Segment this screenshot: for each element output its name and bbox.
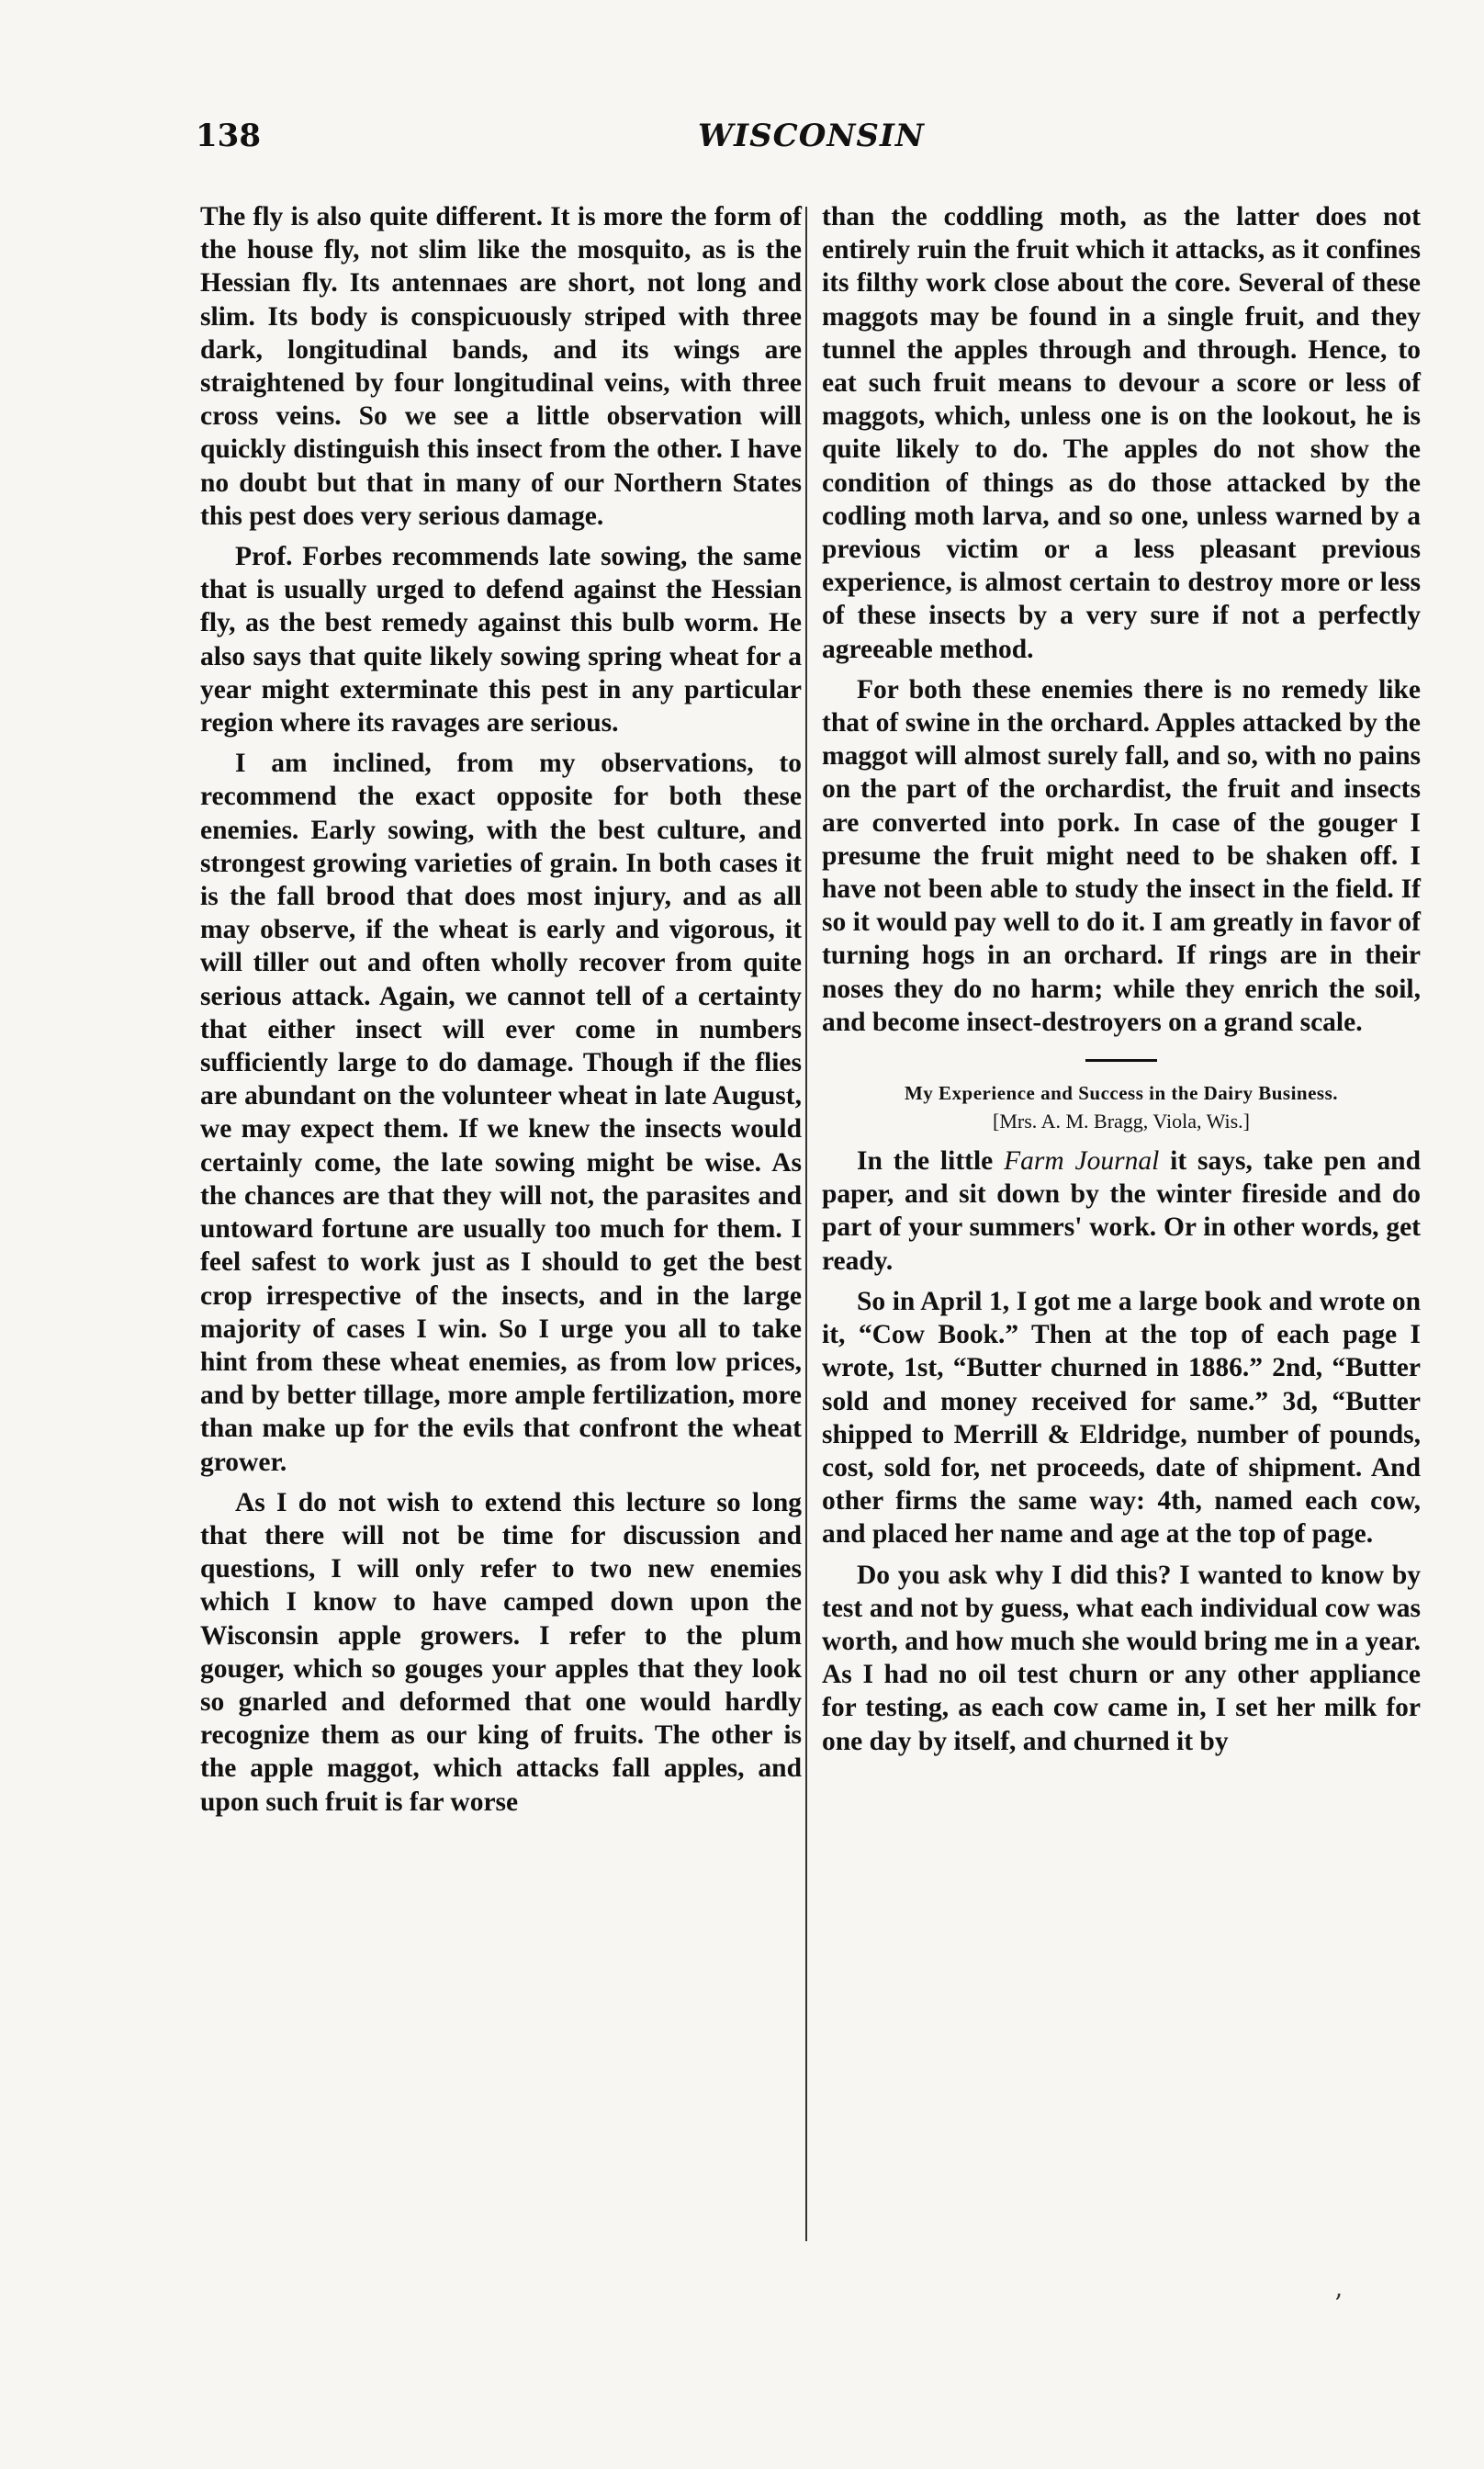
article-title: My Experience and Success in the Dairy Business.: [904, 1082, 1338, 1105]
paragraph-text: In the little: [857, 1146, 1005, 1177]
paragraph: The fly is also quite different. It is more the form of the house fly, not slim like the mosquito, as is the Hessian fly. Its antennaes are short, not long and slim. Its body is conspicuously striped with three dark, longitudinal bands, and its wings are straightened by four longitudinal veins, with three cross veins. So we see a little observation will quickly distinguish this insect from the other. I have no doubt but that in many of our Northern States this pest does very serious damage.: [200, 202, 802, 531]
left-column: [200, 200, 802, 1819]
paragraph: Prof. Forbes recommends late sowing, the same that is usually urged to defend against the Hessian fly, as the best remedy against this bulb worm. He also says that quite likely sowing spring wheat for a year might exterminate this pest in any particular region where its ravages are serious.: [200, 542, 802, 738]
section-rule: [1085, 1059, 1157, 1062]
publication-title: Farm Journal: [1004, 1146, 1160, 1177]
article-byline: [Mrs. A. M. Bragg, Viola, Wis.]: [993, 1110, 1250, 1133]
paragraph: So in April 1, I got me a large book and wrote on it, “Cow Book.” Then at the top of each page I wrote, 1st, “Butter churned in 1886.” 2nd, “Butter sold and money received for same.” 3d, “Butter shipped to Merrill & Eldridge, number of pounds, cost, sold for, net proceeds, date of shipment. And other firms the same way: 4th, named each cow, and placed her name and age at the top of page.: [822, 1286, 1421, 1550]
running-head: WISCONSIN: [698, 118, 925, 154]
paragraph: For both these enemies there is no remedy like that of swine in the orchard. Apples attacked by the maggot will almost surely fall, and so, with no pains on the part of the orchardist, the fruit and insects are converted into pork. In case of the gouger I presume the fruit might need to be shaken off. I have not been able to study the insect in the field. If so it would pay well to do it. I am greatly in favor of turning hogs in an orchard. If rings are in their noses they do no harm; while they enrich the soil, and become insect-destroyers on a grand scale.: [822, 674, 1421, 1037]
paragraph: than the coddling moth, as the latter does not entirely ruin the fruit which it attacks, as it confines its filthy work close about the core. Several of these maggots may be found in a single fruit, and they tunnel the apples through and through. Hence, to eat such fruit means to devour a score or less of maggots, which, unless one is on the lookout, he is quite likely to do. The apples do not show the condition of things as do those attacked by the codling moth larva, and so one, unless warned by a previous victim or a less pleasant previous experience, is almost certain to destroy more or less of these insects by a very sure if not a perfectly agreeable method.: [822, 202, 1421, 664]
paragraph: Do you ask why I did this? I wanted to know by test and not by guess, what each individual cow was worth, and how much she would bring me in a year. As I had no oil test churn or any other appliance for testing, as each cow came in, I set her milk for one day by itself, and churned it by: [822, 1560, 1421, 1756]
column-divider: [805, 207, 807, 2241]
article-body: [822, 1144, 1421, 1758]
paragraph: [822, 1144, 1421, 1278]
page-number: 138: [196, 118, 261, 154]
right-column: [822, 200, 1421, 1758]
paragraph: As I do not wish to extend this lecture so long that there will not be time for discussion and questions, I will only refer to two new enemies which I know to have camped down upon the Wisconsin apple growers. I refer to the plum gouger, which so gouges your apples that they look so gnarled and deformed that one would hardly recognize them as our king of fruits. The other is the apple maggot, which attacks fall apples, and upon such fruit is far worse: [200, 1487, 802, 1817]
ink-speck: ʼ: [1333, 2289, 1342, 2319]
paragraph: I am inclined, from my observations, to recommend the exact opposite for both these enemies. Early sowing, with the best culture, and strongest growing varieties of grain. In both cases it is the fall brood that does most injury, and as all may observe, if the wheat is early and vigorous, it will tiller out and often wholly recover from quite serious attack. Again, we cannot tell of a certainty that either insect will ever come in numbers sufficiently large to do damage. Though if the flies are abundant on the volunteer wheat in late August, we may expect them. If we knew the insects would certainly come, the late sowing might be wise. As the chances are that they will not, the parasites and untoward fortune are usually too much for them. I feel safest to work just as I should to get the best crop irrespective of the insects, and in the large majority of cases I win. So I urge you all to take hint from these wheat enemies, as from low prices, and by better tillage, more ample fertilization, more than make up for the evils that confront the wheat grower.: [200, 749, 802, 1477]
paragraph-text: it says, take pen and paper, and sit down by the winter fireside and do part of your summers' work. Or in other words, get ready.: [822, 1146, 1421, 1276]
